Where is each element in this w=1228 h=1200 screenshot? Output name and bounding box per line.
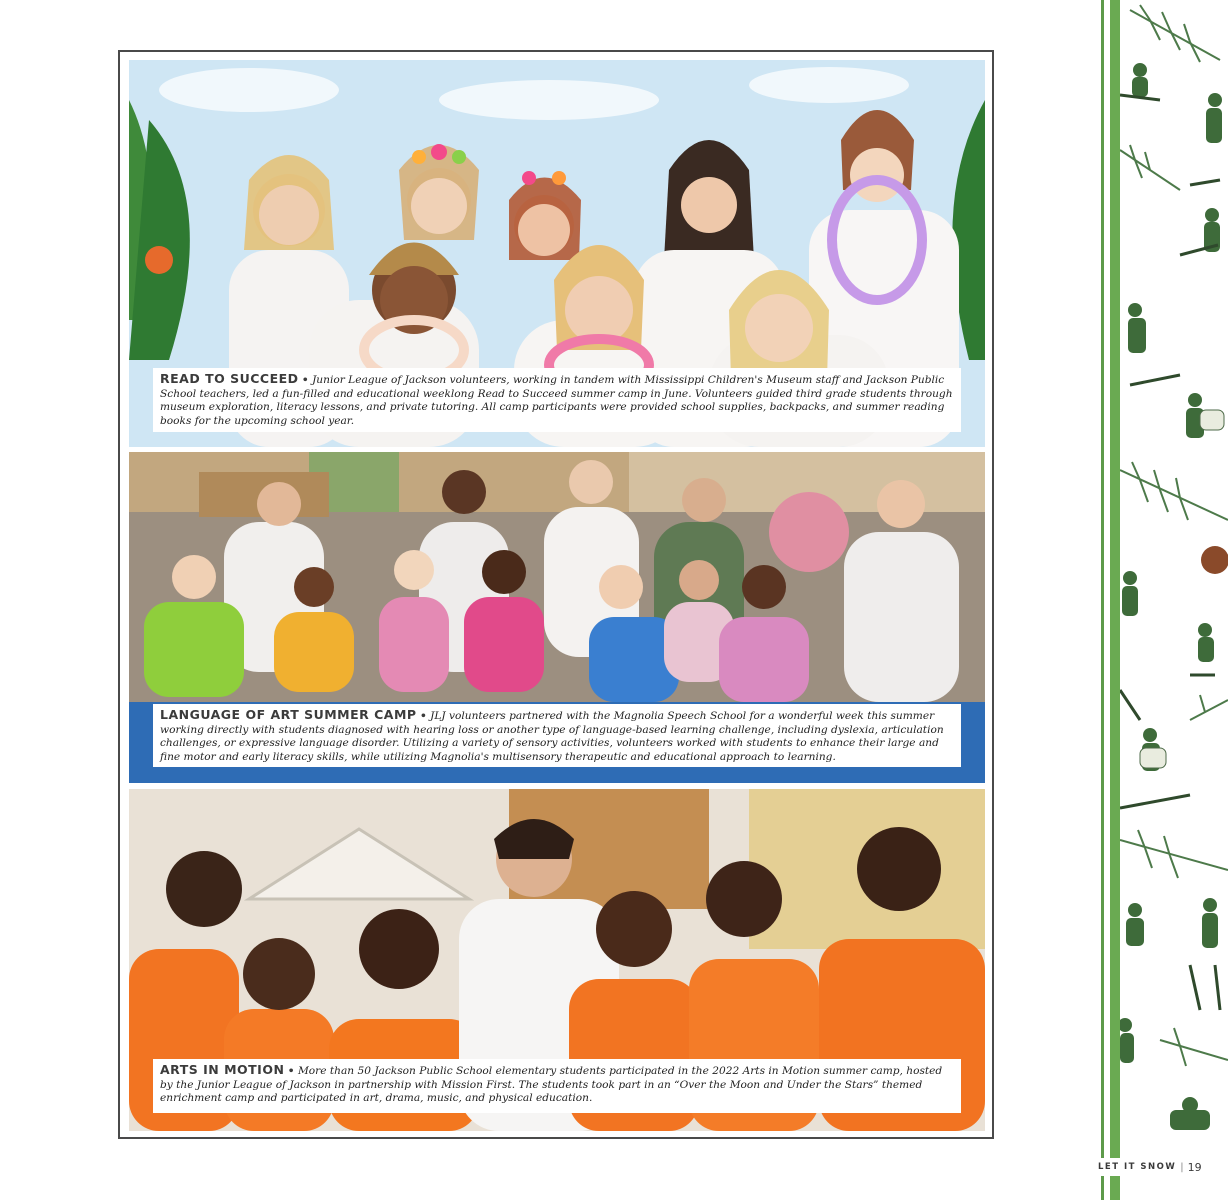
footer-separator: | xyxy=(1180,1161,1184,1173)
caption-bullet: • xyxy=(419,710,427,722)
page-number: 19 xyxy=(1187,1160,1202,1174)
caption-bullet: • xyxy=(301,374,309,386)
winter-sports-pattern xyxy=(1120,0,1228,1150)
caption-text: Junior League of Jackson volunteers, working in tandem with Mississippi Children's Museum staff and Jackson Public School teachers, led a fun-filled and educational weeklong Read to Succeed summer camp in June. Volunteers guided third grade students through museum exploration, literacy lessons, and private tutoring. All camp participants were provided school supplies, backpacks, and summer reading books for the upcoming school year. xyxy=(160,374,953,427)
caption-read-to-succeed xyxy=(153,368,961,432)
publication-title: LET IT SNOW xyxy=(1098,1162,1177,1172)
sidebar-rule-thick xyxy=(1110,0,1120,1200)
caption-text: JLJ volunteers partnered with the Magnolia Speech School for a wonderful week this summer working directly with students diagnosed with hearing loss or another type of language-based learning challenge, including dyslexia, articulation challenges, or expressive language disorder. Utilizing a variety of sensory activities, volunteers worked with students to enhance their large and fine motor and early literacy skills, while utilizing Magnolia's multisensory therapeutic and educational approach to learning. xyxy=(160,710,944,763)
caption-text: More than 50 Jackson Public School elementary students participated in the 2022 Arts in Motion summer camp, hosted by the Junior League of Jackson in partnership with Mission First. The students took part in an “Over the Moon and Under the Stars” themed enrichment camp and participated in art, drama, music, and physical education. xyxy=(160,1065,943,1105)
caption-bullet: • xyxy=(287,1065,295,1077)
caption-language-of-art xyxy=(153,704,961,767)
page-footer xyxy=(1096,1158,1228,1176)
caption-title: READ TO SUCCEED xyxy=(160,371,299,386)
caption-title: ARTS IN MOTION xyxy=(160,1062,285,1077)
caption-title: LANGUAGE OF ART SUMMER CAMP xyxy=(160,707,417,722)
caption-arts-in-motion xyxy=(153,1059,961,1113)
sidebar-rule-thin xyxy=(1101,0,1104,1200)
